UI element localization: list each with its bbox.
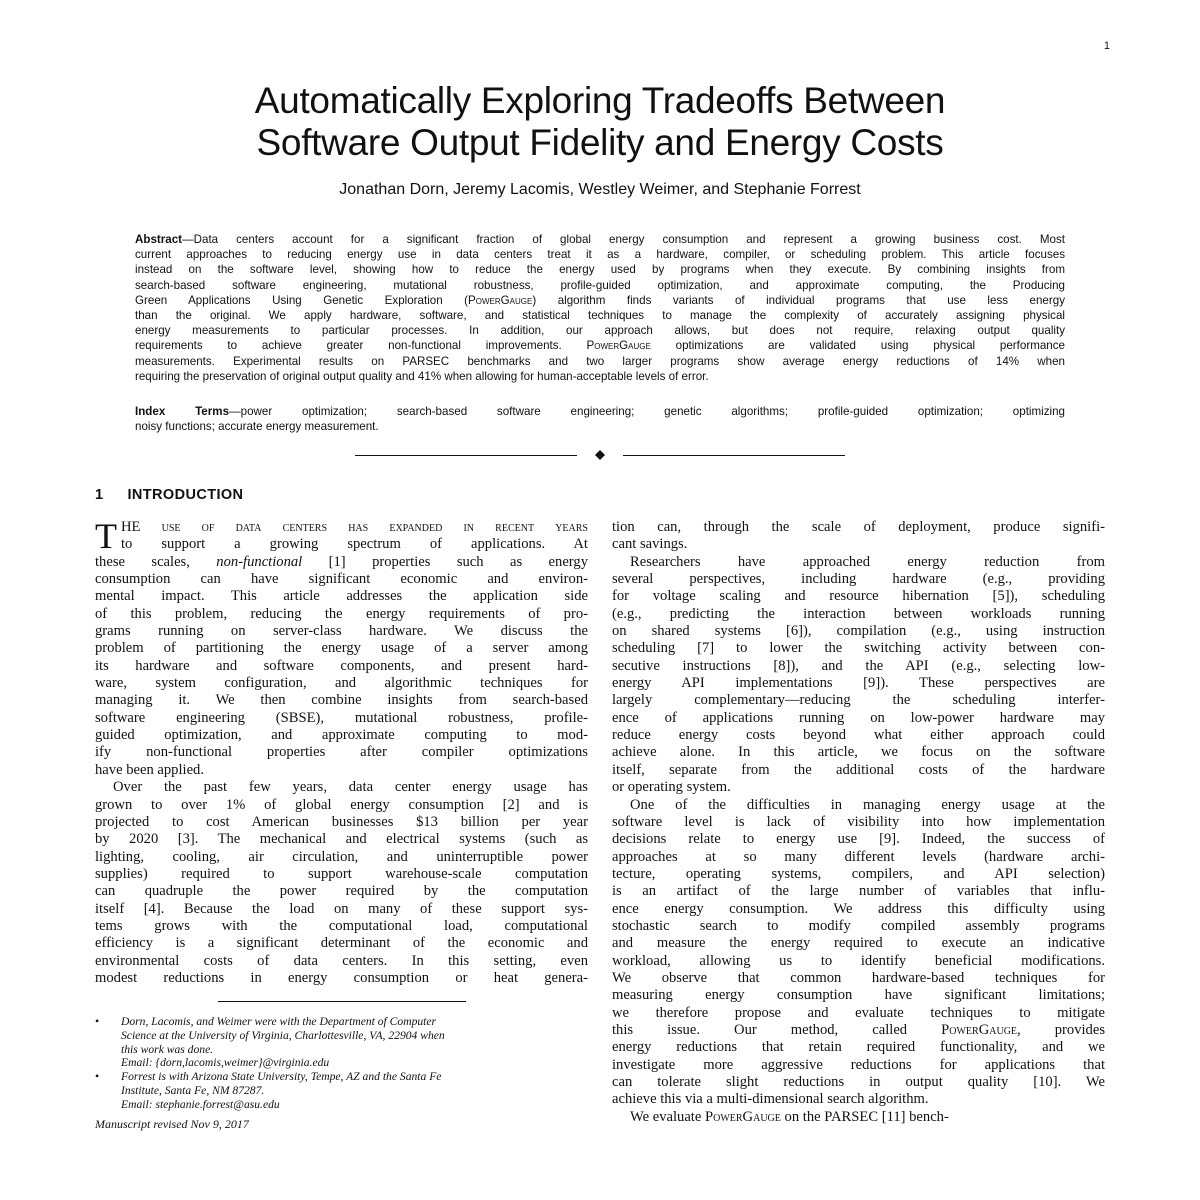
abstract-line: Abstract—Data centers account for a significant fraction of global energy consumption and represent a growing business cost. Most — [135, 233, 1065, 246]
text-line: secutive instructions [8]), and the API (e.g., selecting low- — [612, 657, 1105, 674]
text-line: several perspectives, including hardware (e.g., providing — [612, 571, 1105, 588]
paper-title — [0, 80, 1200, 164]
text-line: We observe that common hardware-based techniques for — [612, 969, 1105, 986]
text-line: for voltage scaling and resource hibernation [5]), scheduling — [612, 588, 1105, 605]
text-line: ence energy consumption. We address this difficulty using — [612, 900, 1105, 917]
text-line: decisions relate to energy use [9]. Indeed, the success of — [612, 831, 1105, 848]
abstract-line: energy measurements to particular processes. In addition, our approach allows, but does not require, relaxing output quality — [135, 324, 1065, 338]
text-line: we therefore propose and evaluate techniques to mitigate — [612, 1004, 1105, 1021]
powergauge-term: PowerGauge — [705, 1108, 781, 1125]
text-line: of this problem, reducing the energy requirements of pro- — [95, 605, 588, 622]
footnote-email[interactable]: Email: {dorn,lacomis,weimer}@virginia.edu — [121, 1056, 330, 1070]
abstract-line: instead on the software level, showing how to reduce the energy used by programs when they execute. By combining insights from — [135, 263, 1065, 277]
body-column-left — [95, 516, 588, 987]
section-heading — [95, 487, 243, 503]
footnote-email[interactable]: Email: stephanie.forrest@asu.edu — [121, 1097, 280, 1111]
text-line: or operating system. — [612, 779, 731, 796]
section-divider — [355, 450, 845, 460]
index-terms-line: Index Terms—power optimization; search-based software engineering; genetic algorithms; profile-guided optimization; optimizing — [135, 405, 1065, 418]
abstract-line: than the original. We apply hardware, software, and statistical techniques to manage the complexity of accurately assigning physical — [135, 309, 1065, 323]
title-line-2: Software Output Fidelity and Energy Costs — [256, 122, 944, 163]
section-title: INTRODUCTION — [127, 487, 244, 503]
divider-rule-right — [623, 455, 845, 456]
text-line: grown to over 1% of global energy consumption [2] and is — [95, 796, 588, 813]
diamond-icon — [595, 450, 605, 460]
text-line: (e.g., predicting the interaction between workloads running — [612, 605, 1105, 622]
text-line: supplies) required to support warehouse-scale computation — [95, 865, 588, 882]
text-line: efficiency is a significant determinant of the economic and — [95, 935, 588, 952]
text-line: tecture, operating systems, compilers, and API selection) — [612, 865, 1105, 882]
text-line: mental impact. This article addresses the application side — [95, 588, 588, 605]
text-line: on shared systems [6]), compilation (e.g., using instruction — [612, 623, 1105, 640]
text-line: energy API implementations [9]). These perspectives are — [612, 675, 1105, 692]
abstract-label: Abstract — [135, 233, 183, 246]
abstract-line: measurements. Experimental results on PARSEC benchmarks and two larger programs show average energy reductions of 14% when — [135, 354, 1065, 368]
text-line: stochastic search to modify compiled assembly programs — [612, 917, 1105, 934]
abstract — [135, 232, 1065, 384]
text-line: measuring energy consumption have significant limitations; — [612, 987, 1105, 1004]
text-line: managing it. We then combine insights from search-based — [95, 692, 588, 709]
page-number: 1 — [1103, 40, 1110, 52]
text-line: itself, separate from the additional costs of the hardware — [612, 761, 1105, 778]
manuscript-note: Manuscript revised Nov 9, 2017 — [95, 1117, 249, 1131]
text-line: software engineering (SBSE), mutational robustness, profile- — [95, 709, 588, 726]
text-line: guided optimization, and approximate computing to mod- — [95, 727, 588, 744]
text-line: energy reductions that retain required functionality, and we — [612, 1039, 1105, 1056]
text-line: achieve this via a multi-dimensional search algorithm. — [612, 1091, 929, 1108]
text-line: projected to cost American businesses $13 billion per year — [95, 813, 588, 830]
bullet-icon: • — [95, 1014, 100, 1028]
text-line: ence of applications running on low-power hardware may — [612, 709, 1105, 726]
text-line: tion can, through the scale of deployment, produce signifi- — [612, 519, 1105, 535]
text-line: ify non-functional properties after compiler optimizations — [95, 744, 588, 761]
text-line: scheduling [7] to lower the switching activity between con- — [612, 640, 1105, 657]
text-line: this issue. Our method, called PowerGauge, provides — [612, 1021, 1105, 1038]
footnote-affiliation-2 — [95, 1070, 590, 1111]
text-line: itself [4]. Because the load on many of these support sys- — [95, 900, 588, 917]
text-line: can quadruple the power required by the computation — [95, 883, 588, 900]
text-line: largely complementary—reducing the scheduling interfer- — [612, 692, 1105, 709]
index-terms-line: noisy functions; accurate energy measurement. — [135, 420, 379, 434]
index-terms — [135, 404, 1065, 434]
footnote-line: this work was done. — [121, 1042, 214, 1056]
text-line: grams running on server-class hardware. We discuss the — [95, 623, 588, 640]
text-line: achieve alone. In this article, we focus on the software — [612, 744, 1105, 761]
drop-cap: T — [95, 516, 117, 556]
footnotes — [95, 1015, 590, 1112]
text-line: to support a growing spectrum of applications. At — [121, 536, 588, 553]
text-line: can tolerate slight reductions in output quality [10]. We — [612, 1074, 1105, 1090]
footnote-affiliation-1 — [95, 1015, 590, 1070]
text-line: One of the difficulties in managing energy usage at the — [630, 796, 1105, 813]
text-line: by 2020 [3]. The mechanical and electrical systems (such as — [95, 831, 588, 848]
divider-rule-left — [355, 455, 577, 456]
section-number: 1 — [95, 487, 104, 503]
text-line: is an artifact of the large number of variables that influ- — [612, 883, 1105, 900]
text-line: modest reductions in energy consumption or heat genera- — [95, 969, 588, 986]
text-line: reduce energy costs beyond what either approach could — [612, 727, 1105, 744]
index-terms-label: Index Terms — [135, 405, 230, 418]
emphasis-term: non-functional — [216, 553, 303, 570]
footnote-line: Dorn, Lacomis, and Weimer were with the Department of Computer — [121, 1015, 437, 1028]
text-line: approaches at so many different levels (hardware archi- — [612, 848, 1105, 865]
text-line: workload, allowing us to identify beneficial modifications. — [612, 952, 1105, 969]
footnote-line: Institute, Santa Fe, NM 87287. — [121, 1083, 265, 1097]
text-line: problem of partitioning the energy usage of a server among — [95, 640, 588, 657]
text-line: ware, system configuration, and algorithmic techniques for — [95, 675, 588, 692]
text-line: its hardware and software components, and present hard- — [95, 657, 588, 674]
text-line: investigate more aggressive reductions for applications that — [612, 1056, 1105, 1073]
footnote-line: Forrest is with Arizona State University, Tempe, AZ and the Santa Fe — [121, 1070, 442, 1084]
text-line: cant savings. — [612, 536, 688, 553]
abstract-line: requiring the preservation of original output quality and 41% when allowing for human-acceptable levels of error. — [135, 369, 709, 383]
text-line: environmental costs of data centers. In this setting, even — [95, 952, 588, 969]
abstract-line: current approaches to reducing energy use in data centers treat it as a hardware, compiler, or scheduling problem. This article focuses — [135, 248, 1065, 262]
text-line: lighting, cooling, air circulation, and uninterruptible power — [95, 848, 588, 865]
text-line: consumption can have significant economic and environ- — [95, 571, 588, 588]
abstract-line: search-based software engineering, mutational robustness, profile-guided optimization, and approximate computing, the Producing — [135, 278, 1065, 292]
text-line: Researchers have approached energy reduction from — [630, 553, 1105, 570]
body-column-right — [612, 519, 1105, 1126]
powergauge-term: PowerGauge — [468, 293, 533, 307]
title-line-1: Automatically Exploring Tradeoffs Between — [254, 80, 946, 121]
footnote-line: Science at the University of Virginia, Charlottesville, VA, 22904 when — [121, 1028, 445, 1042]
text-line: and measure the energy required to execute an indicative — [612, 935, 1105, 952]
text-line: these scales, non-functional [1] properties such as energy — [95, 553, 588, 570]
author-list: Jonathan Dorn, Jeremy Lacomis, Westley Weimer, and Stephanie Forrest — [339, 181, 861, 198]
text-line: software level is lack of visibility into how implementation — [612, 813, 1105, 830]
powergauge-term: PowerGauge — [586, 339, 651, 353]
footnote-rule — [218, 1001, 466, 1002]
text-line: We evaluate PowerGauge on the PARSEC [11] bench- — [630, 1108, 949, 1125]
text-line: tems grows with the computational load, computational — [95, 917, 588, 934]
text-line: HE use of data centers has expanded in recent years — [121, 519, 588, 535]
text-line: Over the past few years, data center energy usage has — [113, 779, 588, 796]
text-line: have been applied. — [95, 761, 204, 778]
bullet-icon: • — [95, 1069, 100, 1084]
abstract-line: Green Applications Using Genetic Exploration (PowerGauge) algorithm finds variants of individual programs that use less energy — [135, 293, 1065, 307]
powergauge-term: PowerGauge — [941, 1021, 1018, 1038]
abstract-line: requirements to achieve greater non-functional improvements. PowerGauge optimizations are validated using physical performance — [135, 339, 1065, 353]
